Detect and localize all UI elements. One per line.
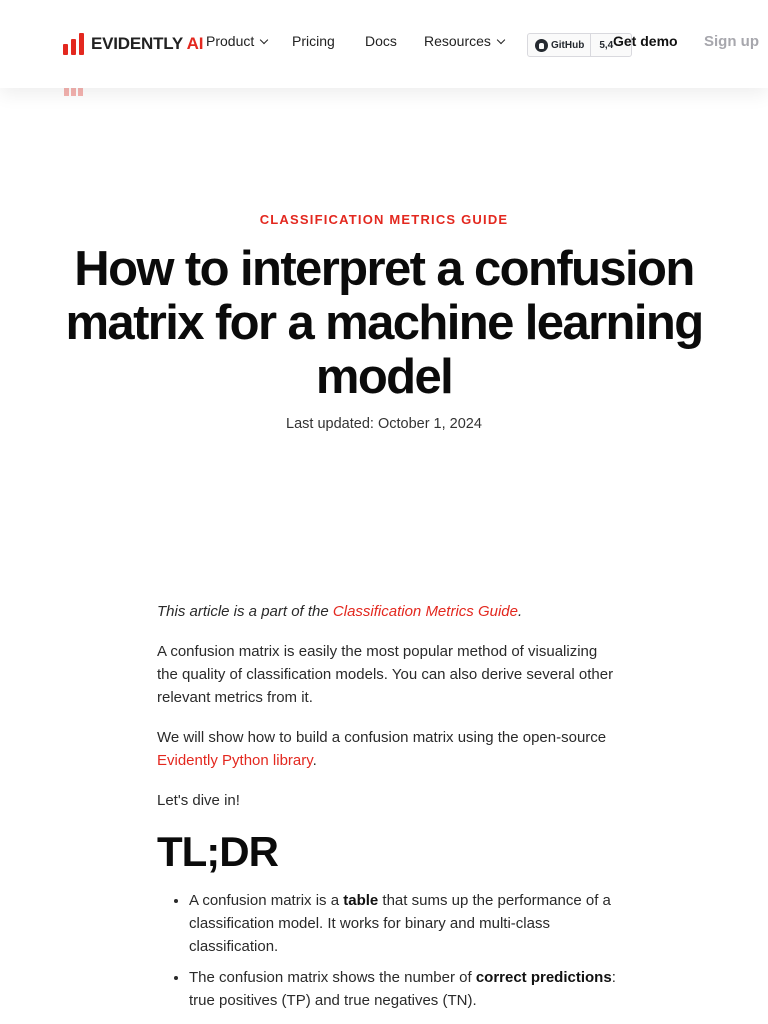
- chevron-down-icon: [497, 35, 505, 43]
- article-body: [157, 600, 617, 1020]
- nav-docs[interactable]: [365, 33, 397, 49]
- logo-bars-icon: [63, 33, 85, 55]
- nav-resources[interactable]: [424, 33, 504, 49]
- github-icon: [535, 39, 548, 52]
- paragraph-evidently: We will show how to build a confusion matrix using the open-source Evidently Python library.: [157, 729, 607, 769]
- category-eyebrow: CLASSIFICATION METRICS GUIDE: [259, 212, 509, 227]
- github-label-box: [528, 34, 591, 56]
- logo-text: EVIDENTLY AI: [91, 34, 204, 53]
- nav-pricing[interactable]: [292, 33, 335, 49]
- sign-up-button[interactable]: Sign up: [704, 33, 759, 50]
- get-demo-button[interactable]: Get demo: [613, 33, 678, 49]
- nav-product-label: Product: [206, 33, 255, 49]
- page-title: How to interpret a confusion matrix for a machine learning model: [65, 242, 703, 404]
- site-header: [0, 0, 768, 88]
- nav-product[interactable]: [206, 33, 267, 49]
- list-item: • The confusion matrix shows the number of correct predictions: true positives (TP) and true negatives (TN).: [189, 966, 617, 1012]
- tldr-heading: TL;DR: [157, 828, 278, 875]
- github-label: GitHub: [551, 39, 585, 51]
- intro-paragraph: This article is a part of the Classification Metrics Guide.: [157, 603, 523, 620]
- github-star-count: 5,4: [599, 39, 614, 51]
- chevron-down-icon: [260, 35, 268, 43]
- nav-resources-label: Resources: [424, 33, 491, 49]
- paragraph-dive-in: Let's dive in!: [157, 792, 240, 809]
- list-item: • A confusion matrix is a table that sums up the performance of a classification model. It works for binary and multi-class classification.: [189, 889, 617, 958]
- nav-pricing-label: Pricing: [292, 33, 335, 49]
- logo-link[interactable]: [63, 32, 203, 56]
- paragraph-confusion-matrix: A confusion matrix is easily the most popular method of visualizing the quality of classification models. You can also derive several other relevant metrics from it.: [157, 643, 614, 706]
- classification-metrics-guide-link[interactable]: Classification Metrics Guide: [332, 603, 518, 620]
- tldr-list: [157, 889, 617, 1012]
- evidently-library-link[interactable]: Evidently Python library: [157, 752, 313, 769]
- nav-docs-label: Docs: [365, 33, 397, 49]
- last-updated-date: Last updated: October 1, 2024: [286, 416, 482, 432]
